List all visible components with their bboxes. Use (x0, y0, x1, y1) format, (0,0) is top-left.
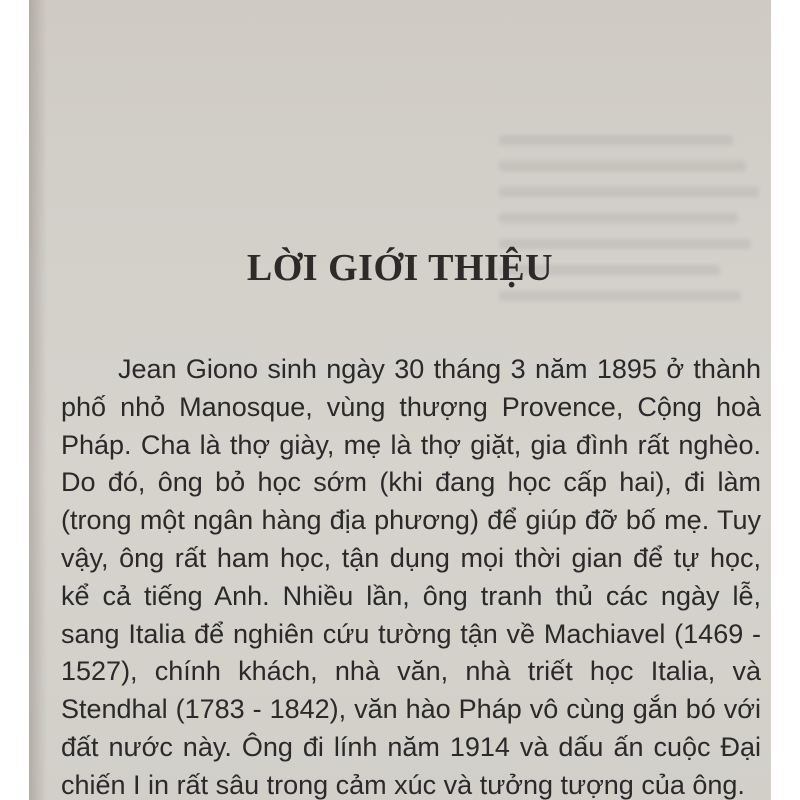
text-line: (trong một ngân hàng địa phương) để giúp đỡ bố mẹ. Tuy (61, 505, 761, 536)
text-line: đất nước này. Ông đi lính năm 1914 và dấu ấn cuộc Đại (61, 731, 761, 762)
book-page (29, 0, 771, 800)
text-line: Pháp. Cha là thợ giày, mẹ là thợ giặt, gia đình rất nghèo. (61, 429, 761, 460)
body-paragraph (61, 351, 761, 800)
page-title: LỜI GIỚI THIỆU (246, 247, 554, 289)
show-through-text (499, 135, 759, 355)
text-line: Jean Giono sinh ngày 30 tháng 3 năm 1895 ở thành (118, 354, 761, 384)
text-line: Do đó, ông bỏ học sớm (khi đang học cấp hai), đi làm (61, 467, 761, 498)
text-line: Stendhal (1783 - 1842), văn hào Pháp vô cùng gắn bó với (61, 694, 761, 725)
text-line: phố nhỏ Manosque, vùng thượng Provence, Cộng hoà (61, 391, 761, 422)
text-line: chiến I in rất sâu trong cảm xúc và tưởng tượng của ông. (61, 769, 745, 800)
text-line: kể cả tiếng Anh. Nhiều lần, ông tranh thủ các ngày lễ, (61, 580, 761, 611)
text-line: vậy, ông rất ham học, tận dụng mọi thời gian để tự học, (61, 542, 761, 573)
text-line: sang Italia để nghiên cứu tường tận về Machiavel (1469 - (61, 618, 761, 649)
text-line: 1527), chính khách, nhà văn, nhà triết học Italia, và (61, 656, 761, 687)
